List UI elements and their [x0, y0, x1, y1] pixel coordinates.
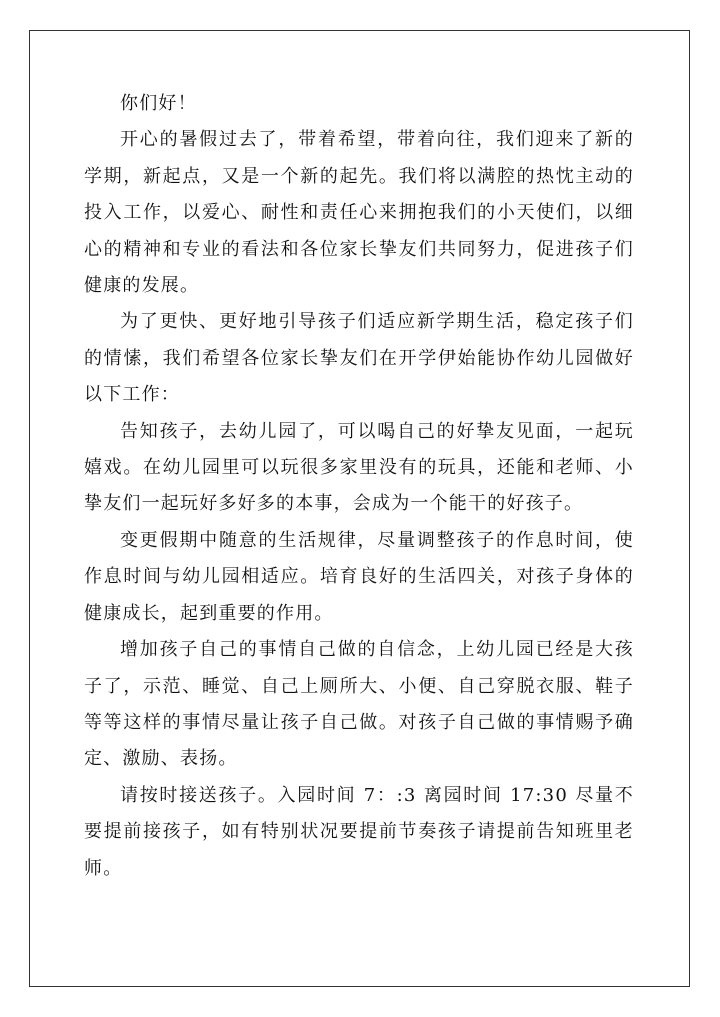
- paragraph-self-reliance: 增加孩子自己的事情自己做的自信念，上幼儿园已经是大孩子了，示范、睡觉、自己上厕所大、小便、自己穿脱衣服、鞋子等等这样的事情尽量让孩子自己做。对孩子自己做的事情赐予确定、激励、表扬。: [84, 639, 634, 770]
- paragraph-intro: 开心的暑假过去了，带着希望，带着向往，我们迎来了新的学期，新起点，又是一个新的起先。我们将以满腔的热忱主动的投入工作，以爱心、耐性和责任心来拥抱我们的小天使们，以细心的精神和专业的看法和各位家长挚友们共同努力，促进孩子们健康的发展。: [84, 129, 634, 297]
- paragraph-pickup-times: 请按时接送孩子。入园时间 7：:3 离园时间 17:30 尽量不要提前接孩子，如有特别状况要提前节奏孩子请提前告知班里老师。: [84, 784, 634, 879]
- greeting: 你们好！: [120, 93, 197, 114]
- paragraph-routine: 变更假期中随意的生活规律，尽量调整孩子的作息时间，使作息时间与幼儿园相适应。培育良好的生活四关，对孩子身体的健康成长，起到重要的作用。: [84, 529, 634, 624]
- paragraph-request: 为了更快、更好地引导孩子们适应新学期生活，稳定孩子们的情愫，我们希望各位家长挚友们在开学伊始能协作幼儿园做好以下工作：: [84, 311, 634, 406]
- letter-body: [84, 86, 634, 887]
- paragraph-tell-child: 告知孩子，去幼儿园了，可以喝自己的好挚友见面，一起玩嬉戏。在幼儿园里可以玩很多家里没有的玩具，还能和老师、小挚友们一起玩好多好多的本事，会成为一个能干的好孩子。: [84, 420, 634, 515]
